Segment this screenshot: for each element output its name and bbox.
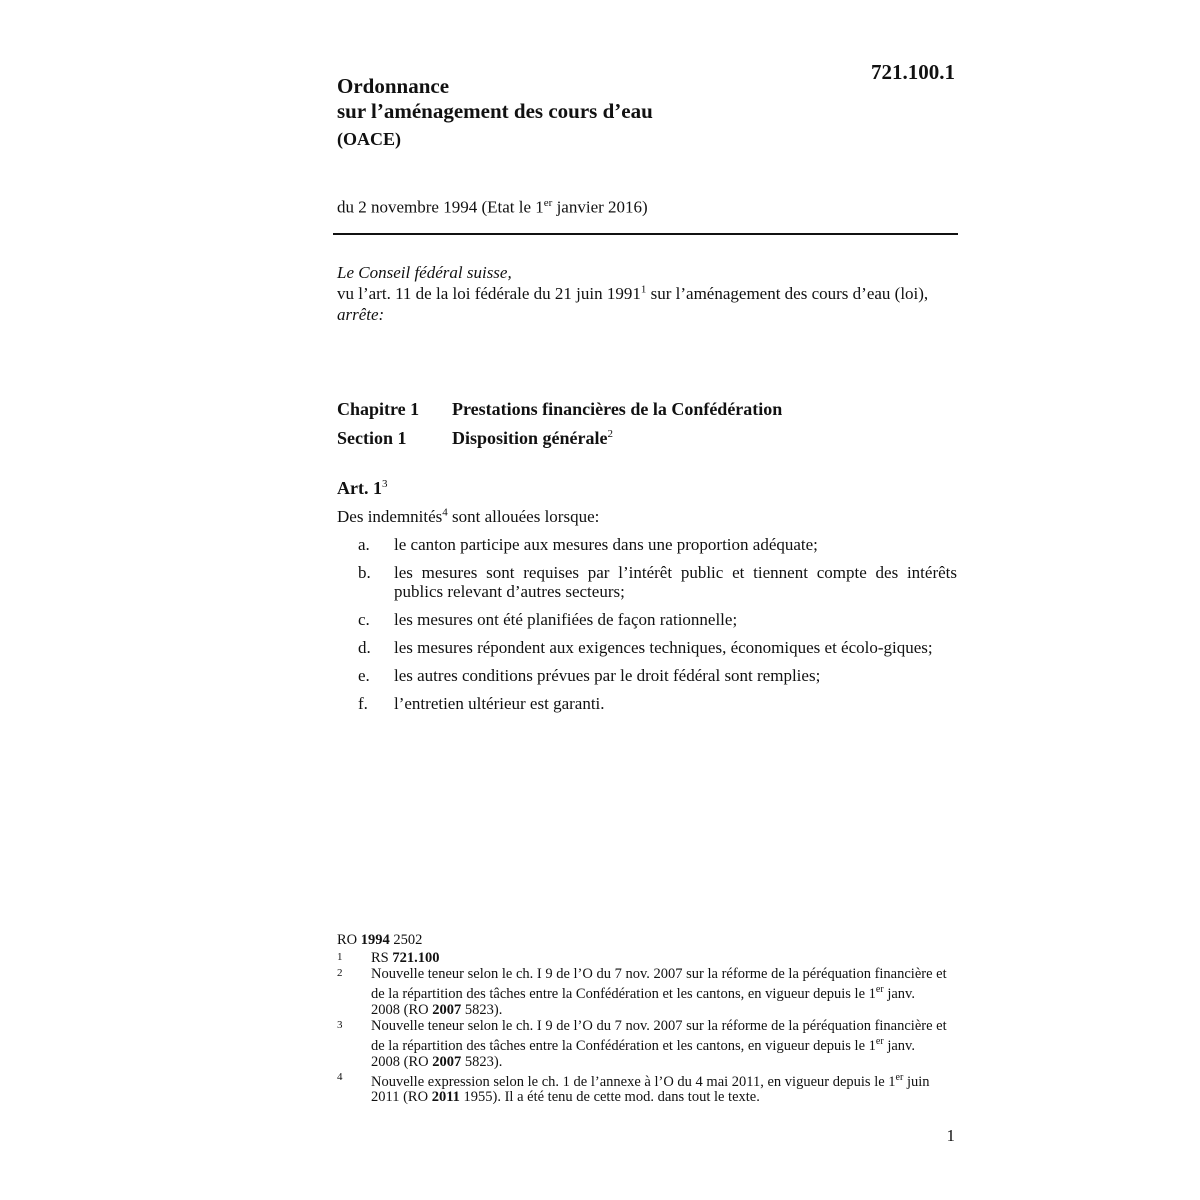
source-prefix: RO [337,932,361,948]
page-number: 1 [946,1126,955,1145]
list-item [337,610,957,629]
fn-text-bold: 2011 [431,1089,460,1106]
date-prefix: du 2 novembre 1994 (Etat le 1 [337,197,544,217]
footnote-source [337,932,947,948]
list-letter: a. [358,535,370,554]
article-intro [337,507,599,527]
list-letter: f. [358,694,368,713]
date-superscript: er [543,197,553,209]
section-heading [337,428,957,449]
date-line [337,192,648,219]
source-year: 1994 [360,932,390,948]
fn-text-part: janv. 2008 (RO [371,1037,915,1070]
fn-superscript: er [875,1035,884,1047]
section-title: Disposition générale [452,428,608,448]
article-title-text: Art. 1 [337,478,382,498]
list-text: les mesures répondent aux exigences techniques, économiques et écolo-giques; [394,638,933,657]
title-block [337,74,857,150]
preamble-basis-text-2: sur l’aménagement des cours d’eau (loi), [646,284,929,303]
section-label: Section 1 [337,428,407,448]
footnote-ref-3[interactable]: 3 [381,478,388,490]
footnote-4 [337,1070,947,1106]
fn-text-bold: 721.100 [392,950,440,966]
footnote-number: 4 [337,1070,343,1083]
article-intro-text: Des indemnités [337,507,443,526]
fn-text-part: Nouvelle teneur selon le ch. I 9 de l’O du 7 nov. 2007 sur la réforme de la péréquation financière et de la répartition des tâches entre la Confédération et les cantons, en vigueur depuis le 1 [371,1017,947,1054]
title-line-1: Ordonnance [337,74,450,98]
list-text: le canton participe aux mesures dans une proportion adéquate; [394,535,818,554]
list-item [337,694,957,713]
footnote-1 [337,950,947,966]
source-page: 2502 [389,932,423,948]
footnote-number: 2 [337,967,343,979]
list-text: les mesures ont été planifiées de façon rationnelle; [394,610,738,629]
fn-superscript: er [875,984,884,995]
article-title [337,478,387,499]
footnote-text [371,1070,947,1106]
chapter-title: Prestations financières de la Confédération [452,399,783,419]
fn-text-part: RS [371,950,393,966]
list-letter: e. [358,666,370,685]
footnote-3 [337,1018,947,1070]
sr-number: 721.100.1 [871,60,955,84]
footnote-ref-1[interactable]: 1 [640,283,647,296]
preamble-decree: arrête: [337,305,385,324]
fn-text-bold: 2007 [432,1001,462,1018]
footnote-2 [337,966,947,1018]
fn-text-part: Nouvelle expression selon le ch. 1 de l’annexe à l’O du 4 mai 2011, en vigueur depuis le 1 [371,1073,896,1090]
footnote-ref-4[interactable]: 4 [442,506,448,519]
list-letter: c. [358,610,370,629]
footnote-text [371,950,947,966]
footnote-number: 3 [337,1018,343,1031]
list-item [337,563,957,601]
article-conditions-list [337,535,957,722]
footnote-text [371,1018,947,1070]
footnote-number: 1 [337,951,343,963]
footnotes [337,932,947,1105]
fn-text-part: 5823). [461,1053,503,1070]
article-intro-text-2: sont allouées lorsque: [447,507,600,526]
list-text: les mesures sont requises par l’intérêt public et tiennent compte des intérêts publics relevant d’autres secteurs; [394,563,957,601]
fn-superscript: er [895,1071,904,1083]
list-letter: d. [358,638,371,657]
preamble [337,262,957,325]
fn-text-part: juin 2011 (RO [371,1073,930,1106]
preamble-basis [337,283,957,304]
preamble-authority: Le Conseil fédéral suisse, [337,263,512,282]
list-item [337,666,957,685]
list-item [337,638,957,657]
header-divider [333,233,958,235]
list-item [337,535,957,554]
fn-text-bold: 2007 [432,1053,462,1070]
section-title-wrap [452,428,613,449]
fn-text-part: janv. 2008 (RO [371,985,915,1018]
title-abbreviation: (OACE) [337,129,401,149]
preamble-basis-text: vu l’art. 11 de la loi fédérale du 21 juin 1991 [337,284,641,303]
chapter-heading [337,399,957,420]
chapter-label: Chapitre 1 [337,399,420,419]
list-letter: b. [358,563,371,582]
date-suffix: janvier 2016) [552,197,648,217]
list-text: les autres conditions prévues par le droit fédéral sont remplies; [394,666,821,685]
fn-text-part: Nouvelle teneur selon le ch. I 9 de l’O du 7 nov. 2007 sur la réforme de la péréquation financière et de la répartition des tâches entre la Confédération et les cantons, en vigueur depuis le 1 [371,966,947,1002]
footnote-text [371,966,947,1018]
title-line-2: sur l’aménagement des cours d’eau [337,99,653,123]
list-text: l’entretien ultérieur est garanti. [394,694,605,713]
footnote-ref-2[interactable]: 2 [607,428,613,440]
fn-text-part: 5823). [461,1001,503,1018]
fn-text-part: 1955). Il a été tenu de cette mod. dans tout le texte. [459,1089,760,1106]
